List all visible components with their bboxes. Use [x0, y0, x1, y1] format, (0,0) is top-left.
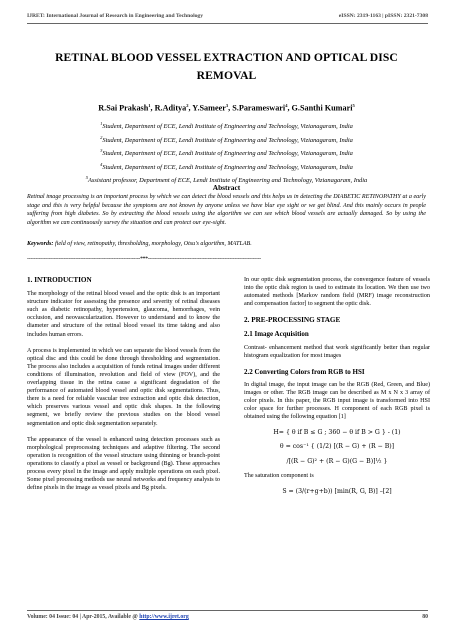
author-name: Y.Sameer: [192, 103, 226, 113]
affiliation: $^1$Student, Department of ECE, Lendi Institute of Engineering and Technology, Vizianagaram, India: [100, 121, 353, 131]
right-column: [244, 276, 430, 502]
paragraph: The appearance of the vessel is enhanced using detection processes such as morphological preprocessing techniques and adaptive filtering. The second operation is recognition of the vessel structure using thinning or branch-point operations to classify a pixel as vessel or background (Bg). These approaches process every pixel in the image and apply multiple operations on each pixel. Some pixel processing methods use neural networks and frequency analysis to define pixels in the image as vessel pixels and Bg pixels.: [27, 436, 220, 492]
author-name: R.Aditya: [154, 103, 187, 113]
issn: eISSN: 2319-1163 | pISSN: 2321-7308: [338, 13, 428, 19]
subsection-heading: 2.2 Converting Colors from RGB to HSI: [244, 367, 365, 376]
equation-1: H= { θ if B ≤ G ; 360 − θ if B > G } - (1): [273, 429, 401, 437]
abstract-heading: Abstract: [212, 183, 241, 192]
section-heading: 2. PRE-PROCESSING STAGE: [244, 316, 341, 325]
journal-name: IJRET: International Journal of Research in Engineering and Technology: [27, 13, 204, 19]
page-footer: [27, 614, 428, 620]
paragraph: A process is implemented in which we can separate the blood vessels from the optical disc and this could be done through thresholding and segmentation. The process also includes a acquisition of funds retinal images under different conditions of illumination, revolution and field of view (FOV), and the overlapping tissue in the retina cause a significant degradation of the performance of automated blood vessel and optic disk segmentations. Thus, there is a need for reliable vascular tree extraction and optic disk detection, which preserves various vessel and optic disk shapes. In the following segment, we briefly review the previous studies on the blood vessel segmentation and optic disk segmentation separately.: [27, 347, 220, 427]
page-number: 80: [422, 614, 428, 620]
footer-volume: Volume: 04 Issue: 04 | Apr-2015, Available @ http://www.ijret.org: [27, 614, 189, 620]
keywords-label: Keywords:: [27, 241, 54, 247]
abstract-text: Retinal image processing is an important process by which we can detect the blood vessels and this helps us in detecting the DIABETIC RETINOPATHY at a early stage and this is very helpful because the symptoms are not known by anyone unless we have blur eye sight or we get blind. And this mainly occurs in people suffering from high diabetes. So by extracting the blood vessels using the algorithm we can see which blood vessels are actually damaged. So by using the algorithm we can continuously survey the situation and can protect our eye-sight.: [27, 194, 426, 226]
affiliation: $^4$Student, Department of ECE, Lendi Institute of Engineering and Technology, Vizianagaram, India: [100, 161, 353, 171]
equation-2: θ = cos⁻¹ { (1/2) [(R − G) + (R − B)]: [279, 443, 395, 451]
author-name: G.Santhi Kumari: [291, 103, 353, 113]
keywords-text: field of view, retinopathy, thresholding, morphology, Otsu's algorithm, MATLAB.: [54, 241, 252, 247]
footer-rule: [27, 610, 428, 611]
author-sup: 3: [225, 103, 229, 108]
author-sup: 1: [148, 103, 151, 108]
subsection-heading: 2.1 Image Acquisition: [244, 330, 309, 339]
author-sup: 4: [285, 103, 288, 108]
paragraph: In digital image, the input image can be the RGB (Red, Green, and Blue) images or other. The RGB image can be described as M x N x 3 array of color pixels. In this paper, the RGB input image is transformed into HSI color space for further processes. H component of each RGB pixel is obtained using the following equation [1]: [244, 381, 430, 421]
paragraph: The saturation component is: [244, 472, 314, 479]
keywords: [27, 241, 426, 247]
paragraph: In our optic disk segmentation process, the convergence feature of vessels into the optic disk region is used to estimate its location. We then use two automated methods [Markov random field (MRF) image reconstruction and compensation factor] to segment the optic disk.: [244, 277, 430, 308]
running-header: [27, 13, 428, 19]
section-heading: 1. INTRODUCTION: [27, 276, 92, 284]
header-rule: [27, 23, 428, 24]
journal-link[interactable]: http://www.ijret.org: [139, 614, 189, 620]
affiliation: $^5$Assistant professor, Department of ECE, Lendi Institute of Engineering and Technology, Vizianagaram, India: [85, 175, 368, 185]
author-list: R.Sai Prakash$^1$, R.Aditya$^2$, Y.Sameer$^3$, S.Parameswari$^4$, G.Santhi Kumari$^5$: [98, 103, 355, 113]
author-name: R.Sai Prakash: [98, 103, 149, 113]
equation-3: S = (3/(r+g+b)) [min(R, G, B)] –[2]: [282, 487, 392, 495]
author-name: S.Parameswari: [232, 103, 286, 113]
equation-2b: /[(R − G)² + (R − G)(G − B)]½ }: [286, 457, 388, 465]
author-sup: 5: [352, 103, 355, 108]
paper-title: RETINAL BLOOD VESSEL EXTRACTION AND OPTICAL DISC REMOVAL: [55, 51, 398, 82]
paragraph: Contrast- enhancement method that work significantly better than regular histogram equalization for most images: [244, 344, 430, 359]
affiliations: [20, 119, 433, 187]
affiliation: $^3$Student, Department of ECE, Lendi Institute of Engineering and Technology, Vizianagaram, India: [100, 148, 353, 158]
affiliation: $^2$Student, Department of ECE, Lendi Institute of Engineering and Technology, Vizianagaram, India: [100, 134, 353, 144]
author-sup: 2: [186, 103, 189, 108]
left-column: [27, 276, 220, 500]
paragraph: The morphology of the retinal blood vessel and the optic disk is an important structure indicator for assessing the presence and severity of retinal diseases such as diabetic retinopathy, hypertension, glaucoma, hemorrhages, vein occlusion, and neovascularization. However to understand and to know the diameter and structure of the retinal blood vessel its time taking and also includes human errors.: [27, 291, 220, 338]
section-separator: --------------------------------------------------------------------***--------------------------------------------------------------------: [27, 256, 261, 262]
